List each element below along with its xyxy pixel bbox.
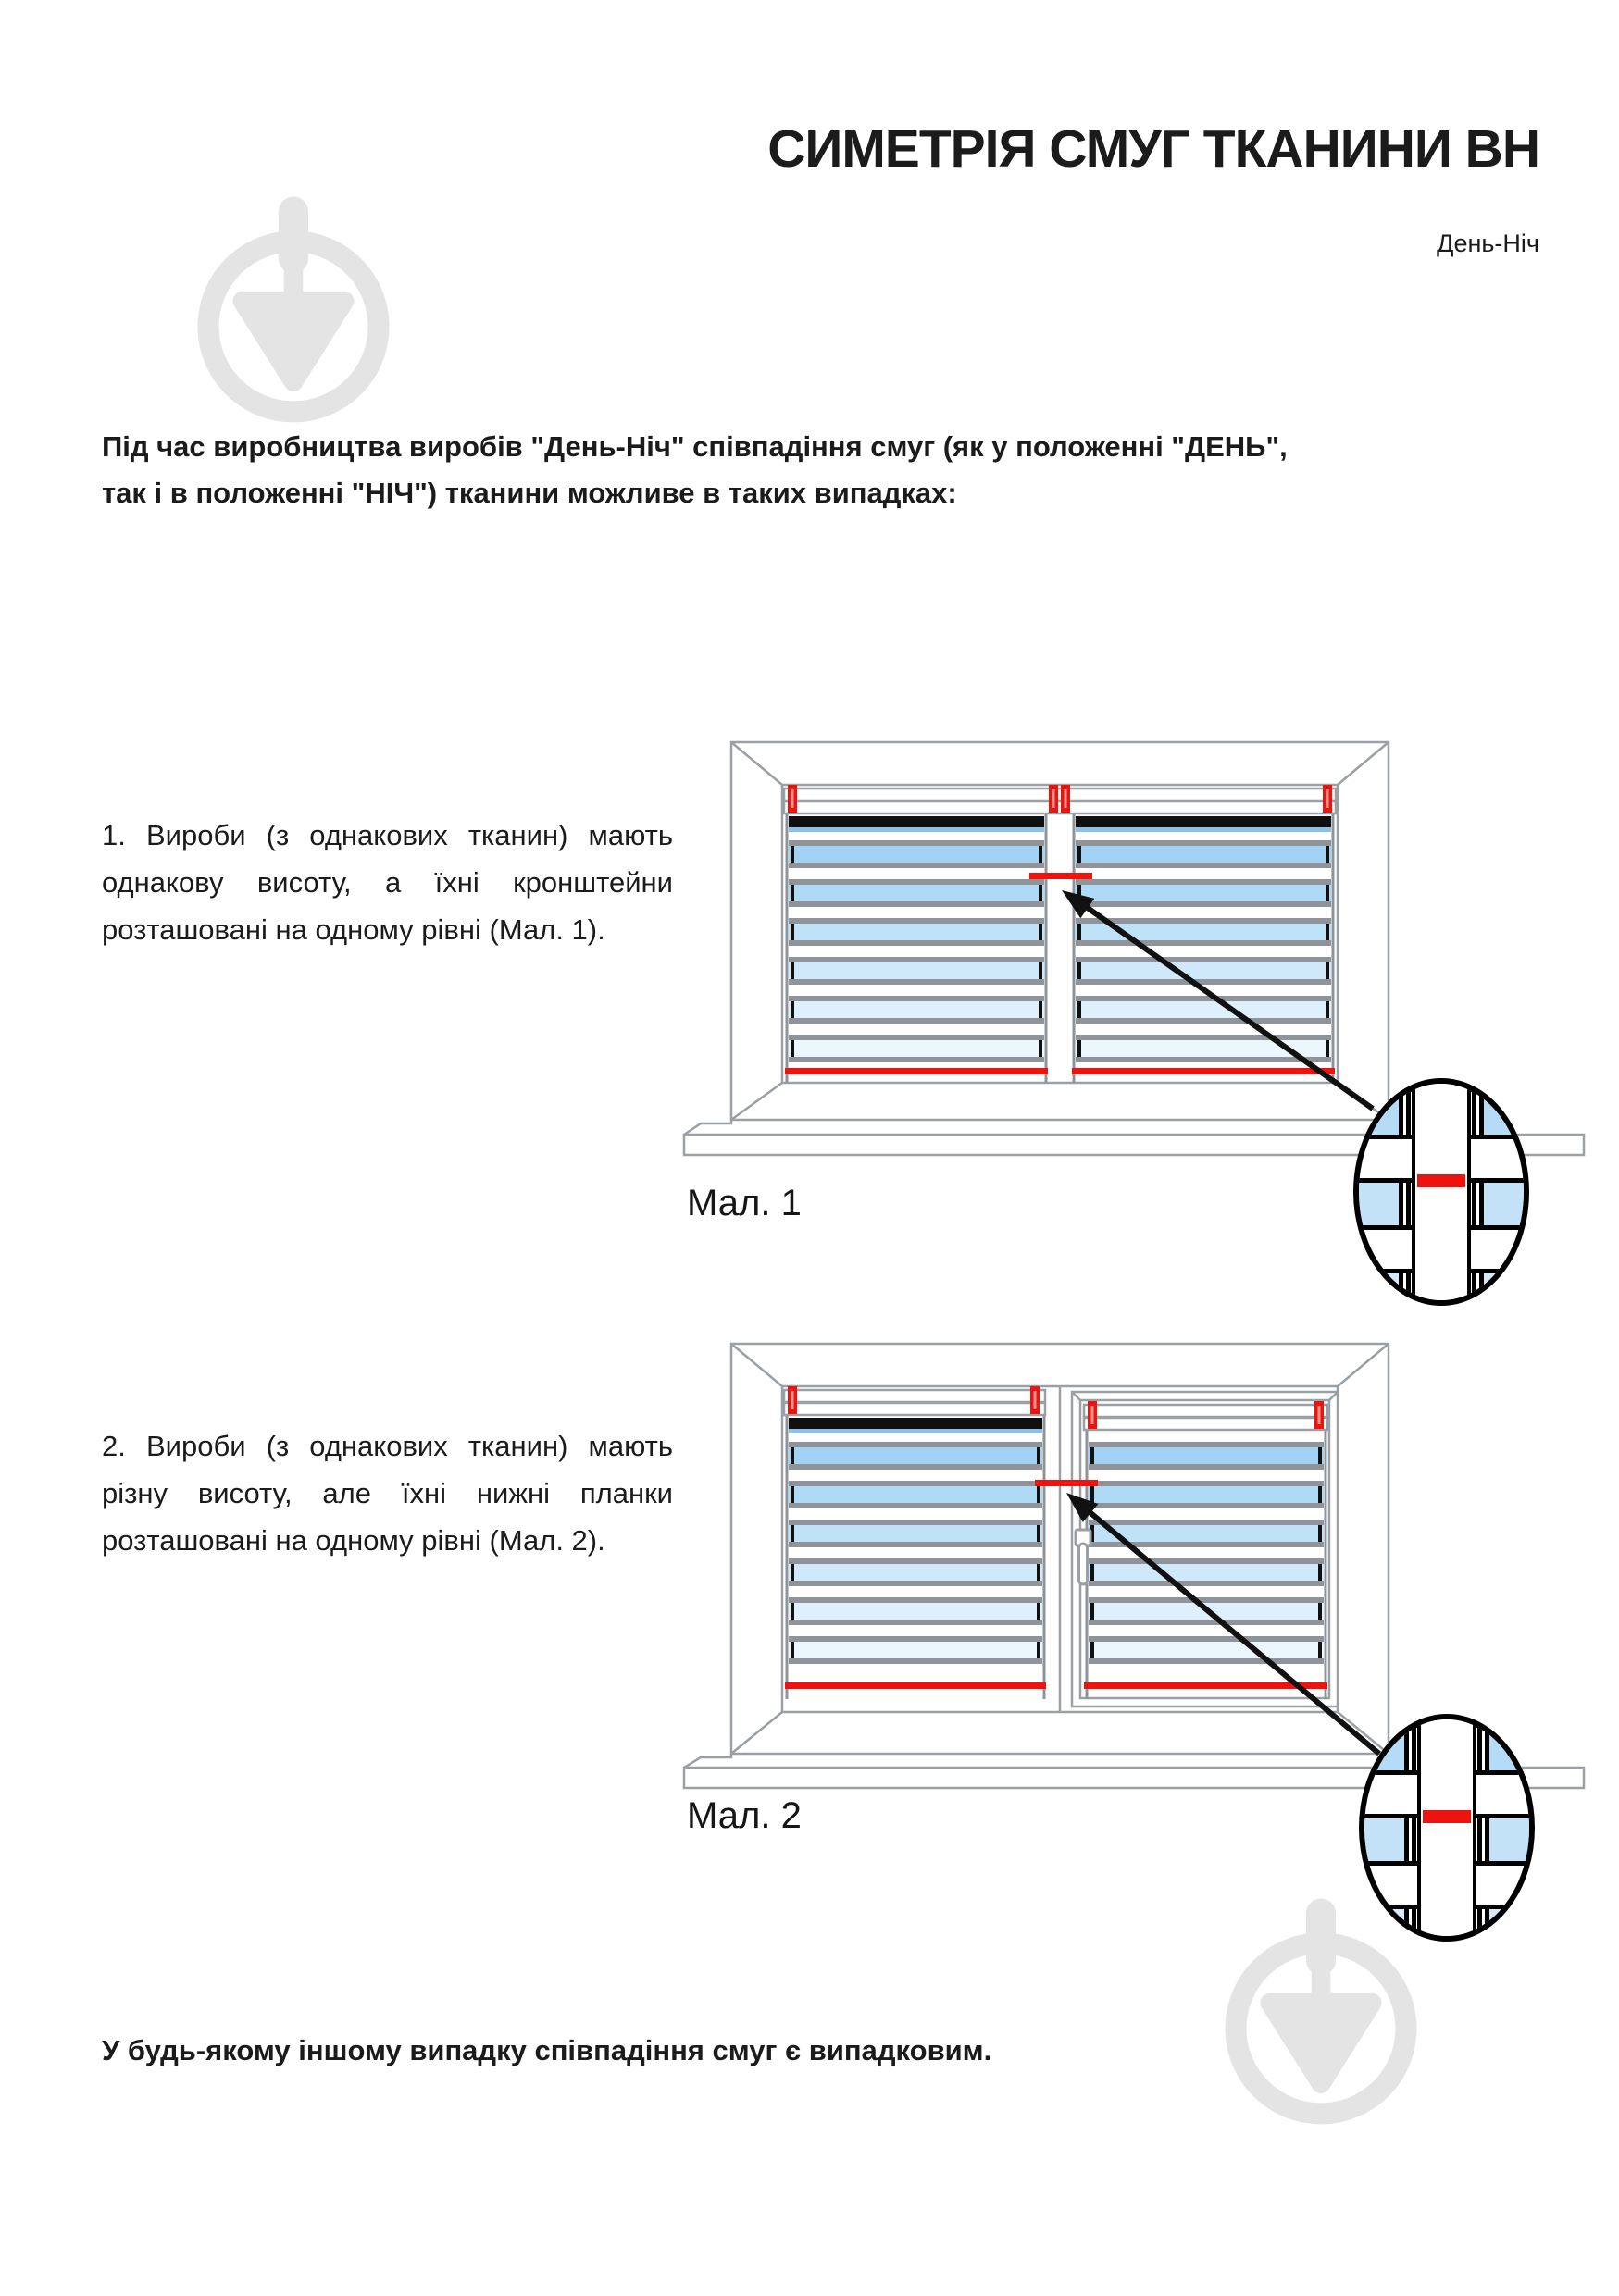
left-blind-cassette bbox=[784, 1386, 1045, 1415]
bottom-rail bbox=[785, 1068, 1048, 1074]
figure-2-diagram bbox=[680, 1333, 1588, 1943]
page-title: СИМЕТРІЯ СМУГ ТКАНИНИ ВН bbox=[767, 119, 1539, 179]
bottom-rail bbox=[785, 1682, 1046, 1689]
figure-1-caption: Мал. 1 bbox=[687, 1183, 802, 1223]
figure-2-caption: Мал. 2 bbox=[687, 1795, 802, 1836]
item-2-paragraph: 2. Вироби (з однакових тканин) мають різну висоту, але їхні нижні планки розташовані на одному рівні (Мал. 2). bbox=[102, 1430, 673, 1557]
footer-note: У будь-якому іншому випадку співпадіння смуг є випадковим. bbox=[102, 2034, 992, 2066]
page-subtitle: День-Ніч bbox=[1437, 230, 1539, 257]
blind-cassette bbox=[784, 785, 1336, 813]
window-handle bbox=[1076, 1530, 1090, 1584]
intro-paragraph bbox=[102, 424, 1532, 515]
alignment-mark bbox=[1035, 1480, 1098, 1486]
trowel-in-circle-icon bbox=[187, 194, 400, 440]
intro-line-1: Під час виробництва виробів "День-Ніч" співпадіння смуг (як у положенні "ДЕНЬ", bbox=[102, 430, 1288, 463]
alignment-mark bbox=[1029, 873, 1092, 879]
intro-line-2: так і в положенні "НІЧ") тканини можливе в таких випадках: bbox=[102, 476, 957, 509]
right-blind-cassette bbox=[1084, 1401, 1327, 1430]
bottom-rail bbox=[1072, 1068, 1335, 1074]
item-1-paragraph: 1. Вироби (з однакових тканин) мають однакову висоту, а їхні кронштейни розташовані на одному рівні (Мал. 1). bbox=[102, 819, 673, 946]
figure-1-diagram bbox=[680, 731, 1588, 1323]
